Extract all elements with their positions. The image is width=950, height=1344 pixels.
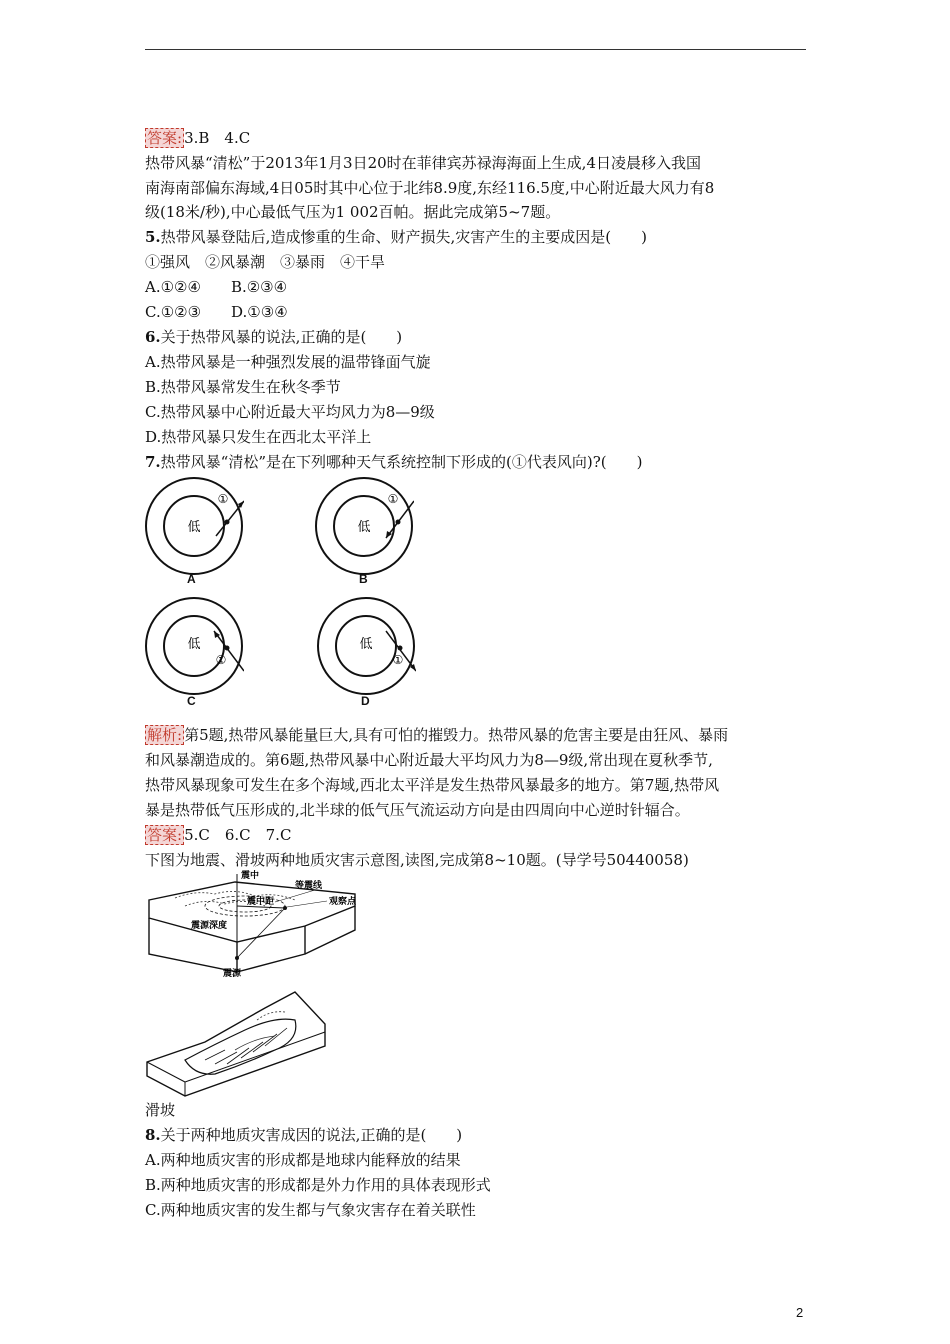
question-8 [145,1124,462,1146]
question-stem: 热带风暴登陆后,造成惨重的生命、财产损失,灾害产生的主要成因是( ) [160,228,647,246]
label-focal-depth: 震源深度 [191,921,228,931]
q8-option-b: B.两种地质灾害的形成都是外力作用的具体表现形式 [145,1176,491,1194]
analysis-line-4: 暴是热带低气压形成的,北半球的低气压气流运动方向是由四周向中心逆时针辐合。 [145,801,690,819]
diagram-label: A [187,572,196,586]
label-observation-point: 观察点 [329,897,357,907]
q5-options-ab: A.①②④ B.②③④ [145,278,288,296]
answer-line-1 [145,127,250,149]
label-focus: 震源 [223,969,242,979]
question-stem: 热带风暴“清松”是在下列哪种天气系统控制下形成的(①代表风向)?( ) [160,453,643,471]
answer-tag: 答案: [147,129,183,147]
intro-line-3: 级(18米/秒),中心最低气压为1 002百帕。据此完成第5~7题。 [145,203,561,221]
q5-items: ①强风 ②风暴潮 ③暴雨 ④干旱 [145,253,386,271]
wind-marker: ① [387,492,399,506]
center-label: 低 [187,520,201,535]
question-7 [145,451,642,473]
analysis-line-2: 和风暴潮造成的。第6题,热带风暴中心附近最大平均风力为8—9级,常出现在夏秋季节, [145,751,713,769]
q8-option-c: C.两种地质灾害的发生都与气象灾害存在着关联性 [145,1201,476,1219]
question-stem: 关于热带风暴的说法,正确的是( ) [160,328,403,346]
label-isoseismal: 等震线 [295,881,323,891]
question-number: 6. [145,328,161,346]
question-number: 5. [145,228,161,246]
question-number: 7. [145,453,161,471]
q8-option-a: A.两种地质灾害的形成都是地球内能释放的结果 [145,1151,461,1169]
q5-options-cd: C.①②③ D.①③④ [145,303,288,321]
wind-marker: ① [392,653,404,667]
analysis-text: 第5题,热带风暴能量巨大,具有可怕的摧毁力。热带风暴的危害主要是由狂风、暴雨 [184,726,729,744]
wind-marker: ① [215,653,227,667]
analysis-tag: 解析: [147,726,183,744]
analysis-line-3: 热带风暴现象可发生在多个海域,西北太平洋是发生热带风暴最多的地方。第7题,热带风 [145,776,720,794]
analysis-line-1 [145,724,728,746]
pressure-diagram-a [144,476,244,576]
pressure-diagram-b [314,476,414,576]
question-stem: 关于两种地质灾害成因的说法,正确的是( ) [160,1126,463,1144]
question-5 [145,226,647,248]
answer-line-2 [145,824,291,846]
question-6 [145,326,402,348]
intro-2: 下图为地震、滑坡两种地质灾害示意图,读图,完成第8~10题。(导学号50440058) [145,851,689,869]
pressure-diagram-d [316,596,416,696]
landslide-diagram [145,990,330,1098]
center-label: 低 [187,637,201,652]
intro-line-2: 南海南部偏东海域,4日05时其中心位于北纬8.9度,东经116.5度,中心附近最大风力有8 [145,179,715,197]
answer-text: 5.C 6.C 7.C [184,826,292,844]
q6-option-c: C.热带风暴中心附近最大平均风力为8—9级 [145,403,435,421]
diagram-label: D [361,694,370,708]
center-label: 低 [357,520,371,535]
q6-option-a: A.热带风暴是一种强烈发展的温带锋面气旋 [145,353,431,371]
intro-line-1: 热带风暴“清松”于2013年1月3日20时在菲律宾苏禄海海面上生成,4日凌晨移入我国 [145,154,701,172]
pressure-diagram-c [144,596,244,696]
label-epicenter: 震中 [241,871,260,881]
q6-option-b: B.热带风暴常发生在秋冬季节 [145,378,341,396]
wind-marker: ① [217,492,229,506]
landslide-caption: 滑坡 [145,1101,176,1119]
q6-option-d: D.热带风暴只发生在西北太平洋上 [145,428,372,446]
header-rule [145,49,806,50]
answer-text: 3.B 4.C [184,129,251,147]
diagram-label: B [359,572,368,586]
center-label: 低 [359,637,373,652]
answer-tag: 答案: [147,826,183,844]
page-number: 2 [796,1305,804,1320]
label-epicentral-distance: 震中距 [247,897,275,907]
earthquake-diagram [145,868,365,980]
question-number: 8. [145,1126,161,1144]
diagram-label: C [187,694,196,708]
